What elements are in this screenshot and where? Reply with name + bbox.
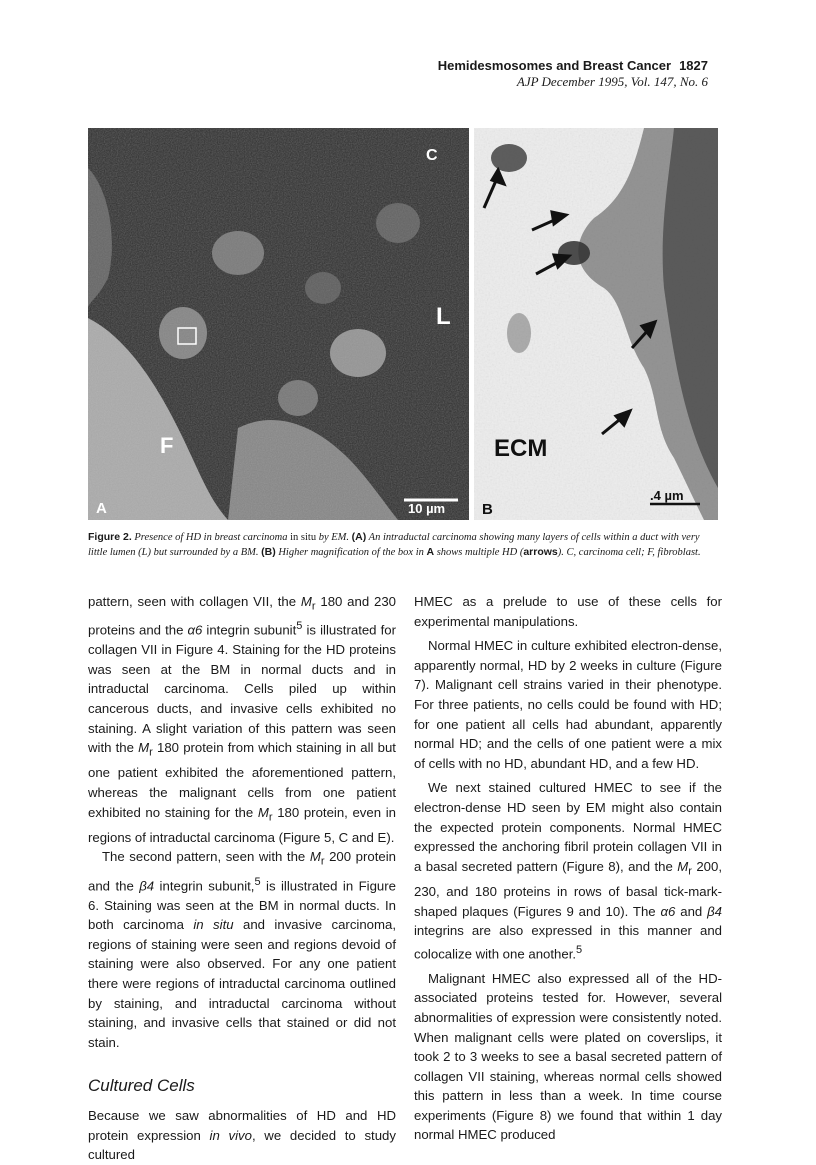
text-run: r (149, 746, 153, 759)
text-run: integrin subunit (202, 622, 297, 638)
caption-panel-ref: arrows (523, 546, 558, 558)
text-run: r (320, 856, 325, 869)
micrograph-b-image (474, 128, 718, 520)
text-run: We next stained cultured HMEC to see if the electron-dense HD seen by EM might also contain the expected protein components. Normal HMEC expressed the anchoring fibril protein collagen VII in a basal secreted pattern (Figure 8), and the (414, 780, 722, 874)
text-run: 180 and 230 proteins and the (88, 594, 396, 638)
figure-caption (88, 530, 720, 560)
text-run: and (675, 903, 708, 919)
paragraph: HMEC as a prelude to use of these cells for experimental manipulations. (414, 594, 722, 629)
text-run: M (677, 858, 689, 874)
scale-bar-a-label: 10 µm (408, 501, 446, 516)
caption-text: ). C, carcinoma cell; F, fibroblast. (557, 547, 701, 558)
micrograph-panel-b (474, 128, 718, 520)
figure-2 (88, 128, 718, 520)
text-run: M (309, 849, 321, 865)
footnote-ref: 5 (576, 943, 583, 956)
caption-text: Presence of HD in breast carcinoma (131, 532, 291, 543)
ecm-label: ECM (494, 435, 548, 462)
paragraph (88, 847, 396, 1052)
text-run: and invasive carcinoma, regions of staining were seen and regions devoid of staining were also observed. For any one patient there were regions of intraductal carcinoma outlined by staining, and intraductal carcinoma without staining, and invasive cells that stained or did not stain. (88, 917, 397, 1050)
text-run: integrin subunit, (154, 878, 255, 894)
micrograph-a-image (88, 128, 469, 520)
scale-bar-b-label: .4 µm (650, 488, 684, 503)
fibroblast-label: F (160, 433, 174, 458)
caption-panel-ref: (B) (261, 546, 276, 558)
text-run: r (688, 865, 692, 878)
text-run: is illustrated for collagen VII in Figure 4. Staining for the HD proteins was seen at the BM in normal ducts and in intraductal carcinoma. Cells piled up within cancerous ducts, and invasive cells exhibited no staining. A slight variation of this pattern was seen with the (88, 622, 396, 756)
running-title: Hemidesmosomes and Breast Cancer (437, 58, 672, 73)
text-run: α6 (660, 903, 676, 919)
text-run: pattern, seen with collagen VII, the (88, 594, 301, 609)
text-run: r (268, 811, 273, 824)
caption-label: Figure 2. (88, 531, 132, 543)
caption-panel-ref: (A) (351, 531, 367, 543)
journal-citation: AJP December 1995, Vol. 147, No. 6 (516, 74, 708, 89)
paragraph (88, 592, 396, 847)
text-run: β4 (707, 903, 722, 919)
lumen-label: L (436, 303, 451, 330)
text-run: 200 protein and the (88, 849, 397, 894)
paragraph (88, 1106, 396, 1165)
caption-text: by EM. (316, 532, 352, 543)
text-run: M (257, 804, 269, 820)
panel-b-label: B (482, 501, 493, 518)
caption-text: An intraductal carcinoma showing many layers of cells within a duct with very little lumen (L) but surrounded by a BM. (88, 532, 700, 558)
text-run: r (311, 600, 316, 613)
paragraph (414, 778, 722, 963)
left-column (88, 592, 396, 1165)
text-run: 200, 230, and 180 proteins in rows of basal tick-mark-shaped plaques (Figures 9 and 10). The (414, 858, 722, 919)
text-run: integrins are also expressed in this manner and colocalize with one another. (414, 923, 722, 962)
footnote-ref: 5 (254, 875, 261, 888)
micrograph-panel-a (88, 128, 469, 520)
paragraph: Normal HMEC in culture exhibited electron-dense, apparently normal, HD by 2 weeks in culture (Figure 7). Malignant cell strains varied in their phenotype. For three patients, no cells could be found with HD; for one patient all cells had abundant, apparently normal HD; and the cells of one patient were a mix of cells with no HD, abundant HD, and a few HD. (414, 638, 722, 771)
text-run: in vivo (209, 1127, 252, 1143)
text-run: , we decided to study cultured (88, 1127, 396, 1163)
text-run: The second pattern, seen with the (102, 849, 310, 865)
caption-text: shows multiple HD ( (434, 547, 524, 558)
footnote-ref: 5 (296, 620, 303, 633)
text-run: β4 (139, 878, 155, 894)
right-column (414, 592, 722, 1145)
carcinoma-cell-label: C (426, 147, 438, 164)
text-run: M (138, 740, 150, 756)
caption-text: in situ (290, 532, 317, 543)
section-heading: Cultured Cells (88, 1076, 195, 1096)
caption-panel-ref: A (426, 546, 435, 558)
text-run: M (300, 594, 312, 609)
caption-text: Higher magnification of the box in (275, 547, 427, 558)
page-number: 1827 (679, 58, 708, 73)
text-run: Because we saw abnormalities of HD and HD protein expression (88, 1108, 396, 1143)
text-run: 180 protein, even in regions of intraductal carcinoma (Figure 5, C and E). (88, 804, 396, 845)
paragraph: Malignant HMEC also expressed all of the HD-associated proteins tested for. However, several abnormalities of expression were consistently noted. When malignant cells were plated on coverslips, it took 2 to 3 weeks to see a basal secreted pattern of collagen VII staining, whereas normal cells showed this pattern in less than a week. In time course experiments (Figure 8) we found that within 1 day normal HMEC produced (414, 970, 722, 1143)
running-header (438, 58, 708, 73)
panel-a-label: A (96, 500, 107, 517)
text-run: 180 protein from which staining in all but one patient exhibited the aforementioned pattern, whereas the malignant cells from one patient exhibited no staining for the (88, 740, 396, 820)
text-run: in situ (193, 917, 234, 933)
text-run: is illustrated in Figure 6. Staining was seen at the BM in normal ducts. In both carcinoma (88, 878, 396, 933)
text-run: α6 (187, 622, 203, 638)
